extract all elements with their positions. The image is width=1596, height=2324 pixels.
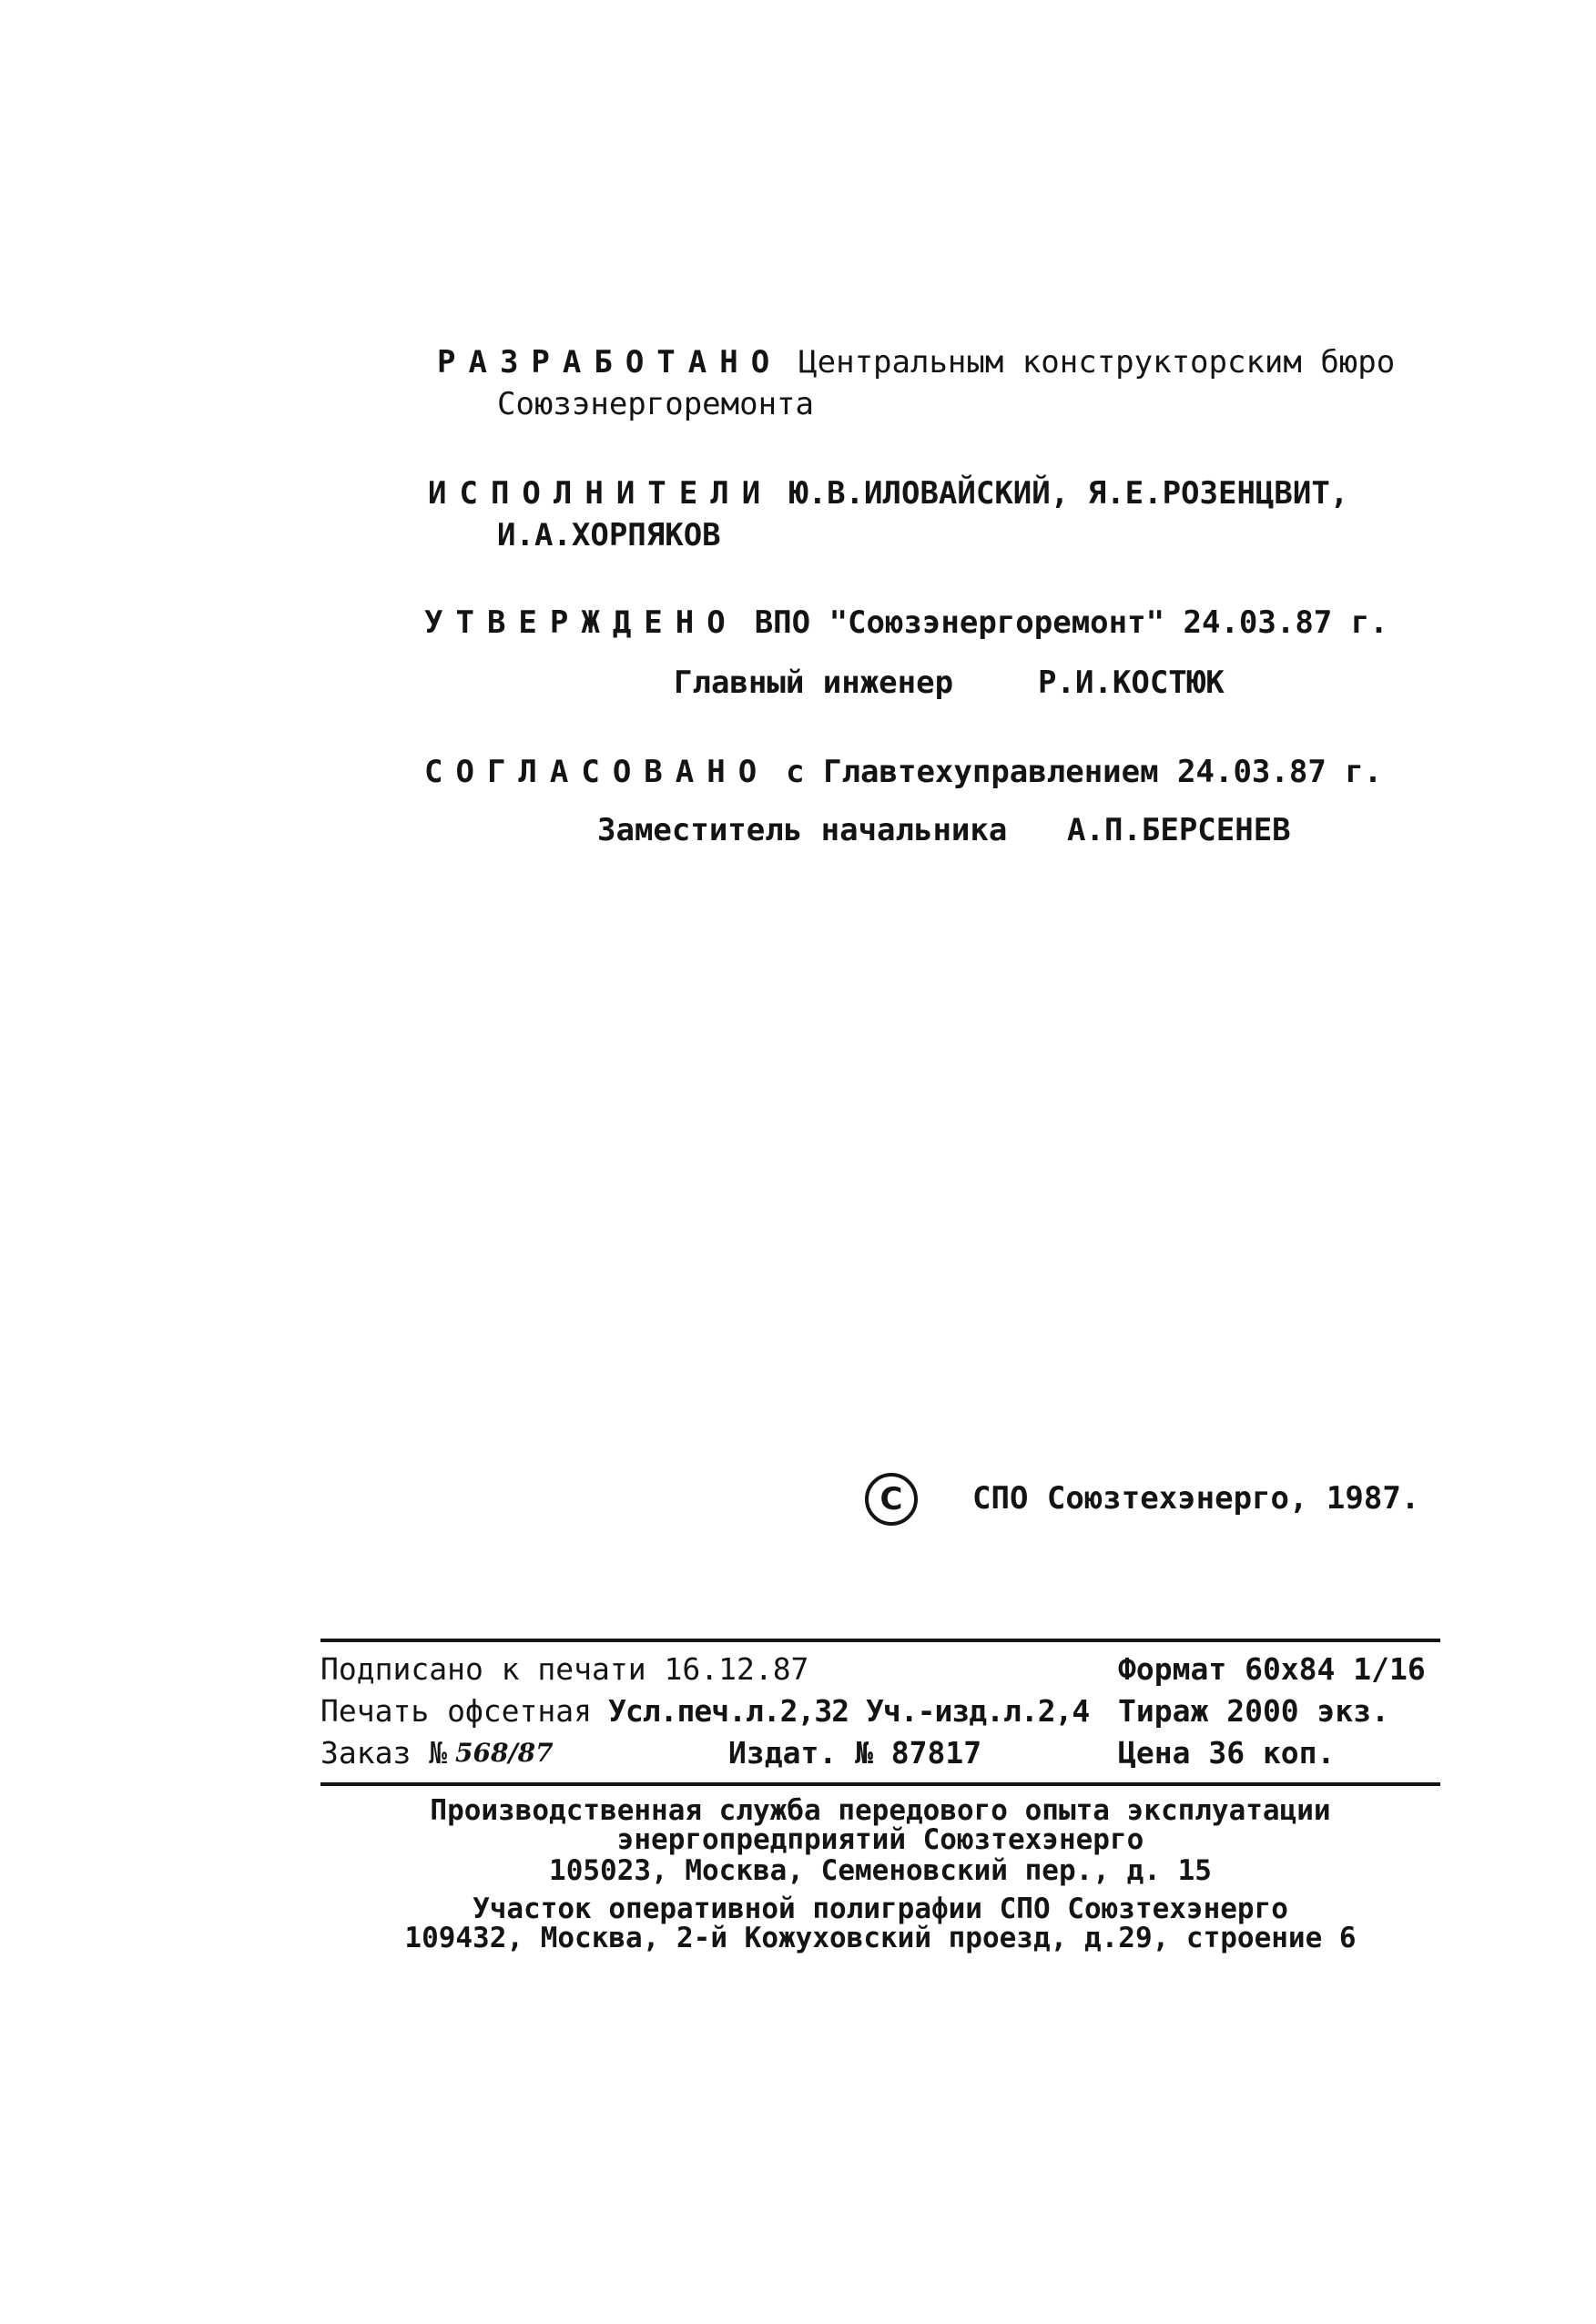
- imprint-price: Цена 36 коп.: [1118, 1735, 1336, 1771]
- imprint-order-label: Заказ №: [320, 1735, 448, 1771]
- imprint-format: Формат 60х84 1/16: [1118, 1651, 1426, 1687]
- publisher-address: 105023, Москва, Семеновский пер., д. 15: [549, 1854, 1212, 1887]
- agreed-line-1: [424, 754, 1382, 790]
- agreed-org: с Главтехуправлением 24.03.87 г.: [786, 754, 1383, 790]
- imprint-signed: Подписано к печати 16.12.87: [320, 1651, 809, 1687]
- developed-org: Центральным конструкторским бюро: [798, 344, 1396, 381]
- agreed-role: Заместитель начальника: [597, 812, 1008, 848]
- agreed-person: А.П.БЕРСЕНЕВ: [1067, 812, 1291, 848]
- imprint-print-type: Печать офсетная: [320, 1693, 593, 1729]
- imprint-publication: Издат. № 87817: [728, 1735, 982, 1771]
- performers-heading: ИСПОЛНИТЕЛИ: [428, 475, 774, 512]
- imprint-top-rule: [320, 1639, 1440, 1642]
- approved-role: Главный инженер: [674, 665, 954, 701]
- approved-org: ВПО "Союзэнергоремонт" 24.03.87 г.: [754, 604, 1388, 641]
- printer-line: Участок оперативной полиграфии СПО Союзтехэнерго: [473, 1893, 1288, 1925]
- approved-person: Р.И.КОСТЮК: [1038, 665, 1225, 701]
- performers-names: Ю.В.ИЛОВАЙСКИЙ, Я.Е.РОЗЕНЦВИТ,: [789, 475, 1349, 512]
- developed-org-continued: Союзэнергоремонта: [497, 386, 814, 422]
- imprint-row-3: [320, 1733, 1440, 1773]
- copyright-icon: С: [865, 1473, 918, 1526]
- publisher-line-1: Производственная служба передового опыта эксплуатации: [430, 1794, 1331, 1827]
- approved-line-1: [424, 604, 1388, 641]
- publisher-line-2: энергопредприятий Союзтехэнерго: [616, 1823, 1144, 1856]
- imprint-circulation: Тираж 2000 экз.: [1118, 1693, 1390, 1729]
- imprint-order-number: 568/87: [455, 1738, 554, 1768]
- developed-heading: РАЗРАБОТАНО: [437, 344, 783, 381]
- approved-heading: УТВЕРЖДЕНО: [424, 604, 738, 641]
- imprint-row-1: [320, 1649, 1440, 1690]
- developed-line-1: [437, 344, 1395, 381]
- copyright-text: СПО Союзтехэнерго, 1987.: [972, 1480, 1420, 1517]
- performers-names-continued: И.А.ХОРПЯКОВ: [497, 517, 721, 553]
- imprint-row-2: [320, 1691, 1440, 1731]
- performers-line-1: [428, 475, 1348, 512]
- imprint-sheets: Усл.печ.л.2,32 Уч.-изд.л.2,4: [608, 1693, 1090, 1729]
- agreed-heading: СОГЛАСОВАНО: [424, 754, 770, 790]
- printer-address: 109432, Москва, 2-й Кожуховский проезд, д.29, строение 6: [404, 1922, 1357, 1954]
- imprint-bottom-rule: [320, 1782, 1440, 1786]
